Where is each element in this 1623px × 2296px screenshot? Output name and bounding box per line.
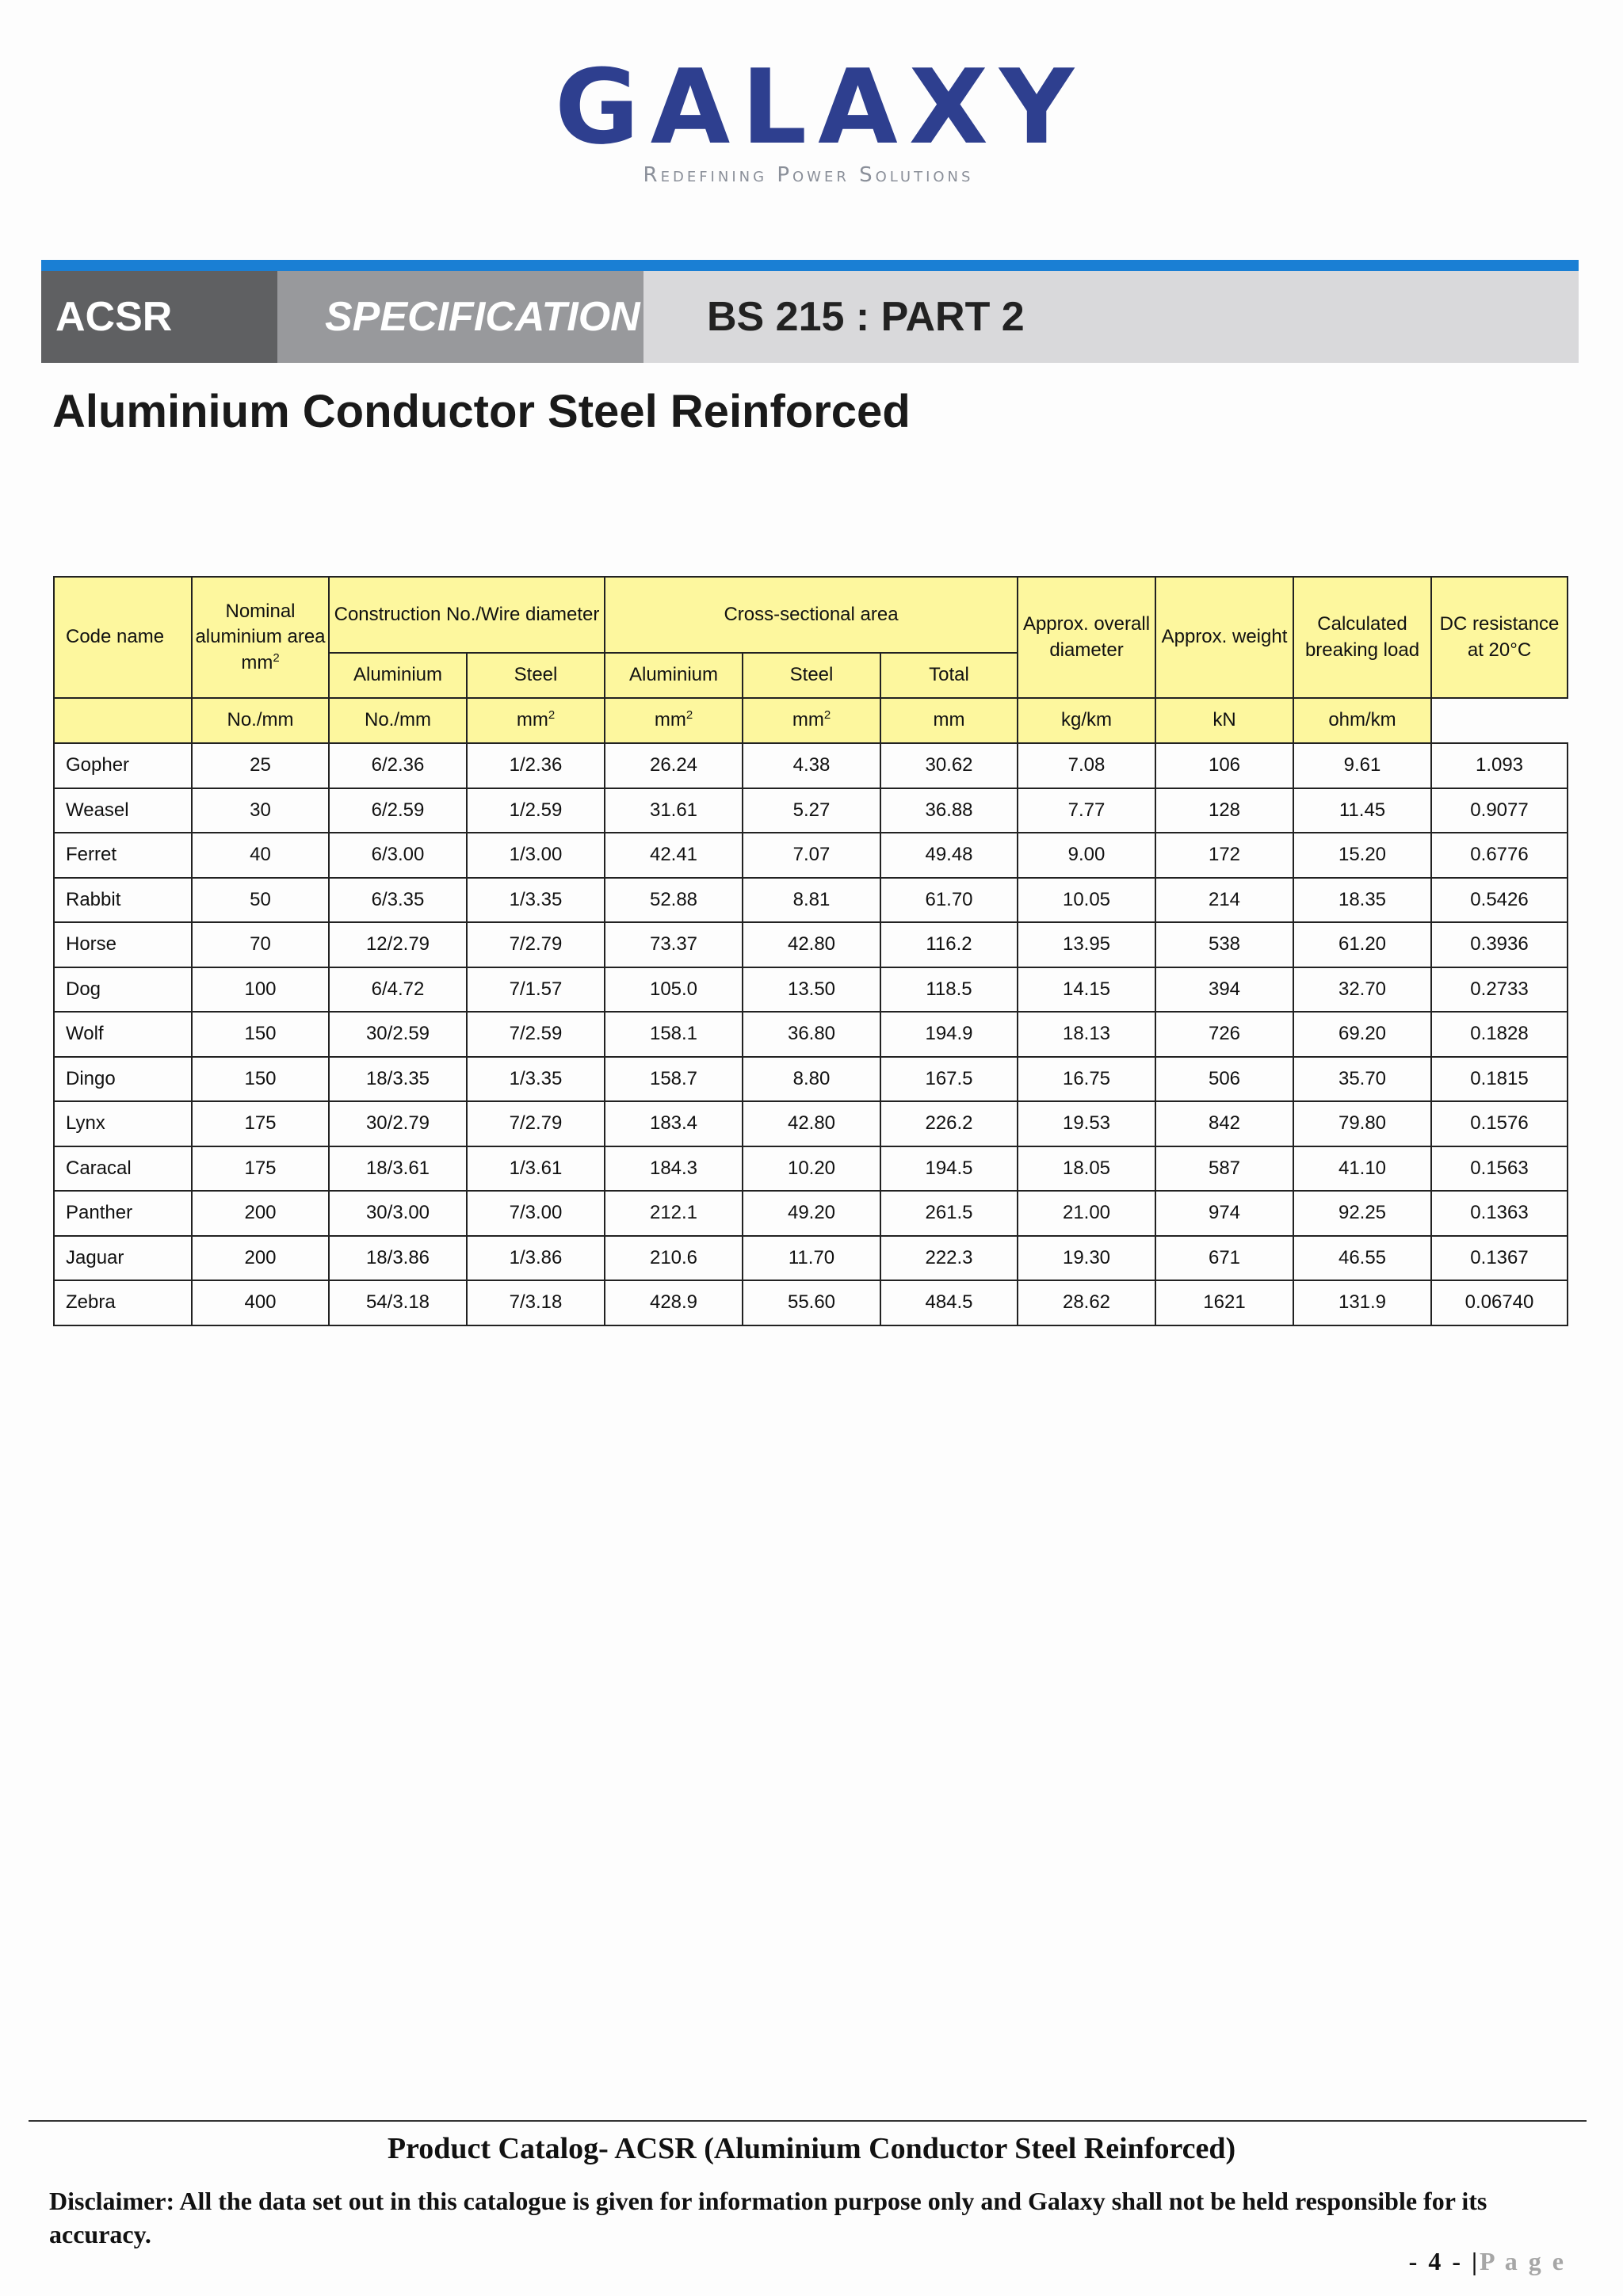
table-cell: 30 — [192, 788, 329, 833]
page-number — [1409, 2247, 1566, 2276]
unit-diameter: mm — [880, 698, 1018, 743]
accent-divider — [41, 260, 1579, 271]
specification-table — [53, 576, 1568, 1326]
table-cell: 183.4 — [605, 1101, 743, 1146]
table-cell: 194.5 — [880, 1146, 1018, 1192]
table-cell: 428.9 — [605, 1280, 743, 1325]
table-row — [54, 1191, 1568, 1236]
table-cell: 11.70 — [743, 1236, 880, 1281]
table-cell: 36.88 — [880, 788, 1018, 833]
code-name-cell: Jaguar — [54, 1236, 192, 1281]
table-cell: 46.55 — [1293, 1236, 1431, 1281]
unit-area-total: $mm^2$ — [743, 698, 880, 743]
header-area-aluminium: Aluminium — [605, 653, 743, 698]
table-cell: 13.50 — [743, 967, 880, 1013]
table-cell: 226.2 — [880, 1101, 1018, 1146]
table-cell: 18.05 — [1018, 1146, 1155, 1192]
unit-area-aluminium: $mm^2$ — [467, 698, 605, 743]
table-cell: 8.81 — [743, 878, 880, 923]
table-cell: 54/3.18 — [329, 1280, 467, 1325]
table-cell: 69.20 — [1293, 1012, 1431, 1057]
code-name-cell: Panther — [54, 1191, 192, 1236]
code-name-cell: Ferret — [54, 833, 192, 878]
table-cell: 0.1815 — [1431, 1057, 1568, 1102]
table-row — [54, 922, 1568, 967]
code-name-cell: Rabbit — [54, 878, 192, 923]
table-row — [54, 1057, 1568, 1102]
table-cell: 10.20 — [743, 1146, 880, 1192]
table-cell: 1/3.86 — [467, 1236, 605, 1281]
table-cell: 18.35 — [1293, 878, 1431, 923]
table-cell: 25 — [192, 743, 329, 788]
table-cell: 184.3 — [605, 1146, 743, 1192]
table-cell: 18/3.86 — [329, 1236, 467, 1281]
table-cell: 200 — [192, 1191, 329, 1236]
table-body — [54, 743, 1568, 1325]
header-construction-steel: Steel — [467, 653, 605, 698]
header-code-name: Code name — [54, 577, 192, 698]
table-cell: 50 — [192, 878, 329, 923]
table-cell: 1.093 — [1431, 743, 1568, 788]
table-cell: 105.0 — [605, 967, 743, 1013]
table-cell: 7/3.18 — [467, 1280, 605, 1325]
table-cell: 8.80 — [743, 1057, 880, 1102]
table-cell: 19.30 — [1018, 1236, 1155, 1281]
band-specification: SPECIFICATION — [277, 271, 643, 363]
table-cell: 7/2.59 — [467, 1012, 605, 1057]
header-construction-aluminium: Aluminium — [329, 653, 467, 698]
unit-mm: mm — [516, 709, 548, 731]
table-cell: 1/3.61 — [467, 1146, 605, 1192]
table-cell: 41.10 — [1293, 1146, 1431, 1192]
table-cell: 70 — [192, 922, 329, 967]
table-cell: 7/3.00 — [467, 1191, 605, 1236]
table-cell: 13.95 — [1018, 922, 1155, 967]
band-product: ACSR — [41, 271, 277, 363]
table-cell: 6/3.00 — [329, 833, 467, 878]
table-cell: 7/1.57 — [467, 967, 605, 1013]
table-cell: 42.80 — [743, 1101, 880, 1146]
table-cell: 9.61 — [1293, 743, 1431, 788]
table-cell: 28.62 — [1018, 1280, 1155, 1325]
table-cell: 79.80 — [1293, 1101, 1431, 1146]
table-cell: 974 — [1155, 1191, 1293, 1236]
code-name-cell: Lynx — [54, 1101, 192, 1146]
table-cell: 100 — [192, 967, 329, 1013]
table-cell: 394 — [1155, 967, 1293, 1013]
table-cell: 0.1576 — [1431, 1101, 1568, 1146]
table-row — [54, 967, 1568, 1013]
unit-mm: mm — [654, 709, 686, 731]
table-cell: 42.41 — [605, 833, 743, 878]
footer-disclaimer: Disclaimer: All the data set out in this catalogue is given for information purpose only and Galaxy shall not be held responsible for its accuracy. — [49, 2187, 1487, 2248]
header-nominal-area-unit: mm — [241, 651, 273, 673]
table-cell: 671 — [1155, 1236, 1293, 1281]
logo-tagline: Redefining Power Solutions — [643, 163, 974, 187]
header-nominal-area: Nominal aluminium area $mm^2$ — [192, 577, 329, 698]
table-cell: 587 — [1155, 1146, 1293, 1192]
table-cell: 0.3936 — [1431, 922, 1568, 967]
table-cell: 538 — [1155, 922, 1293, 967]
table-cell: 194.9 — [880, 1012, 1018, 1057]
table-cell: 0.6776 — [1431, 833, 1568, 878]
table-cell: 1/3.00 — [467, 833, 605, 878]
table-cell: 61.20 — [1293, 922, 1431, 967]
table-cell: 116.2 — [880, 922, 1018, 967]
table-cell: 18.13 — [1018, 1012, 1155, 1057]
footer-title: Product Catalog- ACSR (Aluminium Conductor Steel Reinforced) — [387, 2132, 1236, 2165]
table-cell: 200 — [192, 1236, 329, 1281]
table-cell: 35.70 — [1293, 1057, 1431, 1102]
table-cell: 0.1363 — [1431, 1191, 1568, 1236]
table-cell: 1/2.36 — [467, 743, 605, 788]
table-row — [54, 788, 1568, 833]
header-units-blank — [54, 698, 192, 743]
table-cell: 32.70 — [1293, 967, 1431, 1013]
table-cell: 261.5 — [880, 1191, 1018, 1236]
table-row — [54, 743, 1568, 788]
table-row — [54, 833, 1568, 878]
table-cell: 0.5426 — [1431, 878, 1568, 923]
header-nominal-area-label: Nominal aluminium area — [195, 600, 326, 648]
unit-construction-steel: No./mm — [329, 698, 467, 743]
table-cell: 7.08 — [1018, 743, 1155, 788]
table-cell: 26.24 — [605, 743, 743, 788]
table-cell: 30.62 — [880, 743, 1018, 788]
header-weight: Approx. weight — [1155, 577, 1293, 698]
table-cell: 118.5 — [880, 967, 1018, 1013]
table-cell: 726 — [1155, 1012, 1293, 1057]
table-cell: 106 — [1155, 743, 1293, 788]
table-cell: 52.88 — [605, 878, 743, 923]
table-cell: 484.5 — [880, 1280, 1018, 1325]
table-cell: 19.53 — [1018, 1101, 1155, 1146]
table-cell: 0.1367 — [1431, 1236, 1568, 1281]
code-name-cell: Zebra — [54, 1280, 192, 1325]
table-cell: 0.1563 — [1431, 1146, 1568, 1192]
table-cell: 18/3.35 — [329, 1057, 467, 1102]
table-cell: 9.00 — [1018, 833, 1155, 878]
table-cell: 11.45 — [1293, 788, 1431, 833]
table-cell: 400 — [192, 1280, 329, 1325]
band-standard: BS 215 : PART 2 — [643, 271, 1579, 363]
table-cell: 131.9 — [1293, 1280, 1431, 1325]
header-breaking-load: Calculated breaking load — [1293, 577, 1431, 698]
table-cell: 14.15 — [1018, 967, 1155, 1013]
page-title: Aluminium Conductor Steel Reinforced — [52, 386, 911, 437]
table-cell: 210.6 — [605, 1236, 743, 1281]
table-cell: 12/2.79 — [329, 922, 467, 967]
table-cell: 5.27 — [743, 788, 880, 833]
table-cell: 128 — [1155, 788, 1293, 833]
table-cell: 6/2.36 — [329, 743, 467, 788]
table-cell: 21.00 — [1018, 1191, 1155, 1236]
table-row — [54, 1280, 1568, 1325]
unit-construction-aluminium: No./mm — [192, 698, 329, 743]
table-cell: 172 — [1155, 833, 1293, 878]
unit-area-steel: $mm^2$ — [605, 698, 743, 743]
table-cell: 7.77 — [1018, 788, 1155, 833]
table-cell: 16.75 — [1018, 1057, 1155, 1102]
code-name-cell: Caracal — [54, 1146, 192, 1192]
table-cell: 55.60 — [743, 1280, 880, 1325]
header-construction: Construction No./Wire diameter — [329, 577, 605, 653]
header-cross-sectional: Cross-sectional area — [605, 577, 1018, 653]
table-cell: 42.80 — [743, 922, 880, 967]
unit-dc-resistance: ohm/km — [1293, 698, 1431, 743]
table-cell: 30/3.00 — [329, 1191, 467, 1236]
table-row — [54, 878, 1568, 923]
table-cell: 150 — [192, 1057, 329, 1102]
header-diameter: Approx. overall diameter — [1018, 577, 1155, 698]
header-dc-resistance: DC resistance at 20°C — [1431, 577, 1568, 698]
table-cell: 49.20 — [743, 1191, 880, 1236]
table-cell: 6/2.59 — [329, 788, 467, 833]
table-cell: 212.1 — [605, 1191, 743, 1236]
table-cell: 7/2.79 — [467, 1101, 605, 1146]
code-name-cell: Weasel — [54, 788, 192, 833]
table-row — [54, 1146, 1568, 1192]
table-cell: 158.7 — [605, 1057, 743, 1102]
table-cell: 1/2.59 — [467, 788, 605, 833]
table-cell: 175 — [192, 1101, 329, 1146]
table-cell: 36.80 — [743, 1012, 880, 1057]
table-cell: 18/3.61 — [329, 1146, 467, 1192]
table-cell: 4.38 — [743, 743, 880, 788]
unit-mm: mm — [792, 709, 824, 731]
table-cell: 30/2.59 — [329, 1012, 467, 1057]
table-cell: 40 — [192, 833, 329, 878]
table-cell: 73.37 — [605, 922, 743, 967]
code-name-cell: Wolf — [54, 1012, 192, 1057]
footer-divider — [29, 2120, 1587, 2122]
table-cell: 158.1 — [605, 1012, 743, 1057]
table-cell: 1/3.35 — [467, 878, 605, 923]
page-label: P a g e — [1480, 2247, 1566, 2275]
code-name-cell: Horse — [54, 922, 192, 967]
table-cell: 222.3 — [880, 1236, 1018, 1281]
table-cell: 0.1828 — [1431, 1012, 1568, 1057]
table-cell: 10.05 — [1018, 878, 1155, 923]
code-name-cell: Dingo — [54, 1057, 192, 1102]
table-row — [54, 1101, 1568, 1146]
table-row — [54, 1012, 1568, 1057]
code-name-cell: Dog — [54, 967, 192, 1013]
code-name-cell: Gopher — [54, 743, 192, 788]
table-row — [54, 1236, 1568, 1281]
table-cell: 7/2.79 — [467, 922, 605, 967]
page-number-value: - 4 - | — [1408, 2247, 1480, 2275]
header-area-steel: Steel — [743, 653, 880, 698]
logo-wordmark: GALAXY — [555, 47, 1086, 167]
table-cell: 0.9077 — [1431, 788, 1568, 833]
table-cell: 31.61 — [605, 788, 743, 833]
table-cell: 92.25 — [1293, 1191, 1431, 1236]
table-cell: 214 — [1155, 878, 1293, 923]
table-cell: 1621 — [1155, 1280, 1293, 1325]
table-cell: 0.06740 — [1431, 1280, 1568, 1325]
table-cell: 49.48 — [880, 833, 1018, 878]
table-cell: 30/2.79 — [329, 1101, 467, 1146]
table-cell: 6/4.72 — [329, 967, 467, 1013]
table-cell: 6/3.35 — [329, 878, 467, 923]
spec-band — [41, 271, 1579, 363]
table-cell: 15.20 — [1293, 833, 1431, 878]
unit-weight: kg/km — [1018, 698, 1155, 743]
galaxy-logo — [555, 47, 1086, 190]
unit-breaking-load: kN — [1155, 698, 1293, 743]
table-cell: 150 — [192, 1012, 329, 1057]
table-cell: 167.5 — [880, 1057, 1018, 1102]
table-cell: 0.2733 — [1431, 967, 1568, 1013]
table-cell: 1/3.35 — [467, 1057, 605, 1102]
table-cell: 7.07 — [743, 833, 880, 878]
table-cell: 61.70 — [880, 878, 1018, 923]
header-area-total: Total — [880, 653, 1018, 698]
table-cell: 175 — [192, 1146, 329, 1192]
table-cell: 842 — [1155, 1101, 1293, 1146]
table-cell: 506 — [1155, 1057, 1293, 1102]
